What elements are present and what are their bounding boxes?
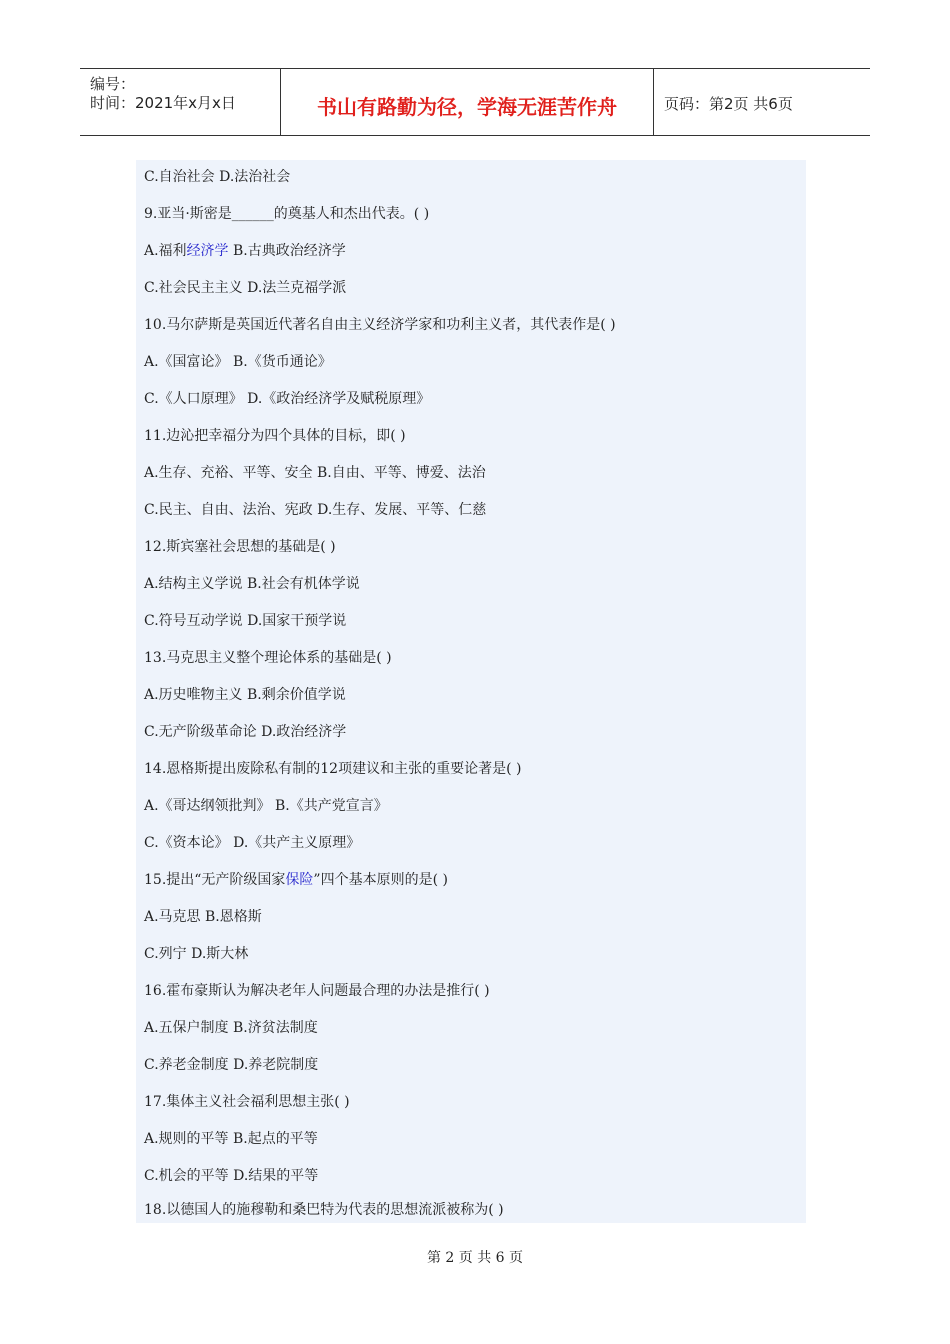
option-line: A.马克思 B.恩格斯: [144, 909, 262, 925]
question-line: 17.集体主义社会福利思想主张( ): [144, 1094, 350, 1110]
page-code-label: 页码：第2页 共6页: [664, 95, 793, 113]
option-line: A.生存、充裕、平等、安全 B.自由、平等、博爱、法治: [144, 465, 486, 481]
question-text: 15.提出“无产阶级国家: [144, 872, 286, 888]
option-line: C.民主、自由、法治、宪政 D.生存、发展、平等、仁慈: [144, 502, 487, 518]
document-body: [136, 160, 806, 1223]
question-line: 18.以德国人的施穆勒和桑巴特为代表的思想流派被称为( ): [144, 1202, 504, 1218]
economics-link[interactable]: 经济学: [186, 243, 229, 259]
option-line: C.养老金制度 D.养老院制度: [144, 1057, 319, 1073]
doc-time-label: 时间：2021年x月x日: [90, 94, 236, 112]
question-line: 14.恩格斯提出废除私有制的12项建议和主张的重要论著是( ): [144, 761, 522, 777]
option-line: C.无产阶级革命论 D.政治经济学: [144, 724, 347, 740]
option-text: A.福利: [144, 243, 187, 259]
option-line: C.社会民主主义 D.法兰克福学派: [144, 280, 347, 296]
question-line: 13.马克思主义整个理论体系的基础是( ): [144, 650, 392, 666]
option-line: C.《人口原理》 D.《政治经济学及赋税原理》: [144, 391, 431, 407]
option-line: C.《资本论》 D.《共产主义原理》: [144, 835, 361, 851]
page-header: [80, 68, 870, 136]
question-line: 10.马尔萨斯是英国近代著名自由主义经济学家和功利主义者，其代表作是( ): [144, 317, 616, 333]
question-line: 9.亚当·斯密是______的奠基人和杰出代表。( ): [144, 206, 430, 222]
option-line: C.自治社会 D.法治社会: [144, 169, 291, 185]
question-line: [144, 869, 448, 891]
option-line: A.五保户制度 B.济贫法制度: [144, 1020, 318, 1036]
page-footer: 第 2 页 共 6 页: [426, 1250, 524, 1266]
question-line: 11.边沁把幸福分为四个具体的目标，即( ): [144, 428, 406, 444]
header-right-cell: [654, 69, 870, 135]
doc-id-label: 编号：: [90, 75, 136, 93]
header-motto: 书山有路勤为径，学海无涯苦作舟: [317, 95, 617, 119]
option-line: A.《国富论》 B.《货币通论》: [144, 354, 332, 370]
option-line: A.结构主义学说 B.社会有机体学说: [144, 576, 360, 592]
header-middle-cell: [281, 69, 654, 135]
option-line: A.历史唯物主义 B.剩余价值学说: [144, 687, 346, 703]
option-line: C.列宁 D.斯大林: [144, 946, 249, 962]
option-line: A.规则的平等 B.起点的平等: [144, 1131, 318, 1147]
question-text: ”四个基本原则的是( ): [313, 872, 448, 888]
option-line: [144, 240, 346, 262]
option-text: B.古典政治经济学: [228, 243, 346, 259]
question-line: 16.霍布豪斯认为解决老年人问题最合理的办法是推行( ): [144, 983, 490, 999]
option-line: C.机会的平等 D.结果的平等: [144, 1168, 319, 1184]
option-line: A.《哥达纲领批判》 B.《共产党宣言》: [144, 798, 388, 814]
question-line: 12.斯宾塞社会思想的基础是( ): [144, 539, 336, 555]
option-line: C.符号互动学说 D.国家干预学说: [144, 613, 347, 629]
insurance-link[interactable]: 保险: [285, 872, 314, 888]
header-left-cell: [80, 69, 281, 135]
